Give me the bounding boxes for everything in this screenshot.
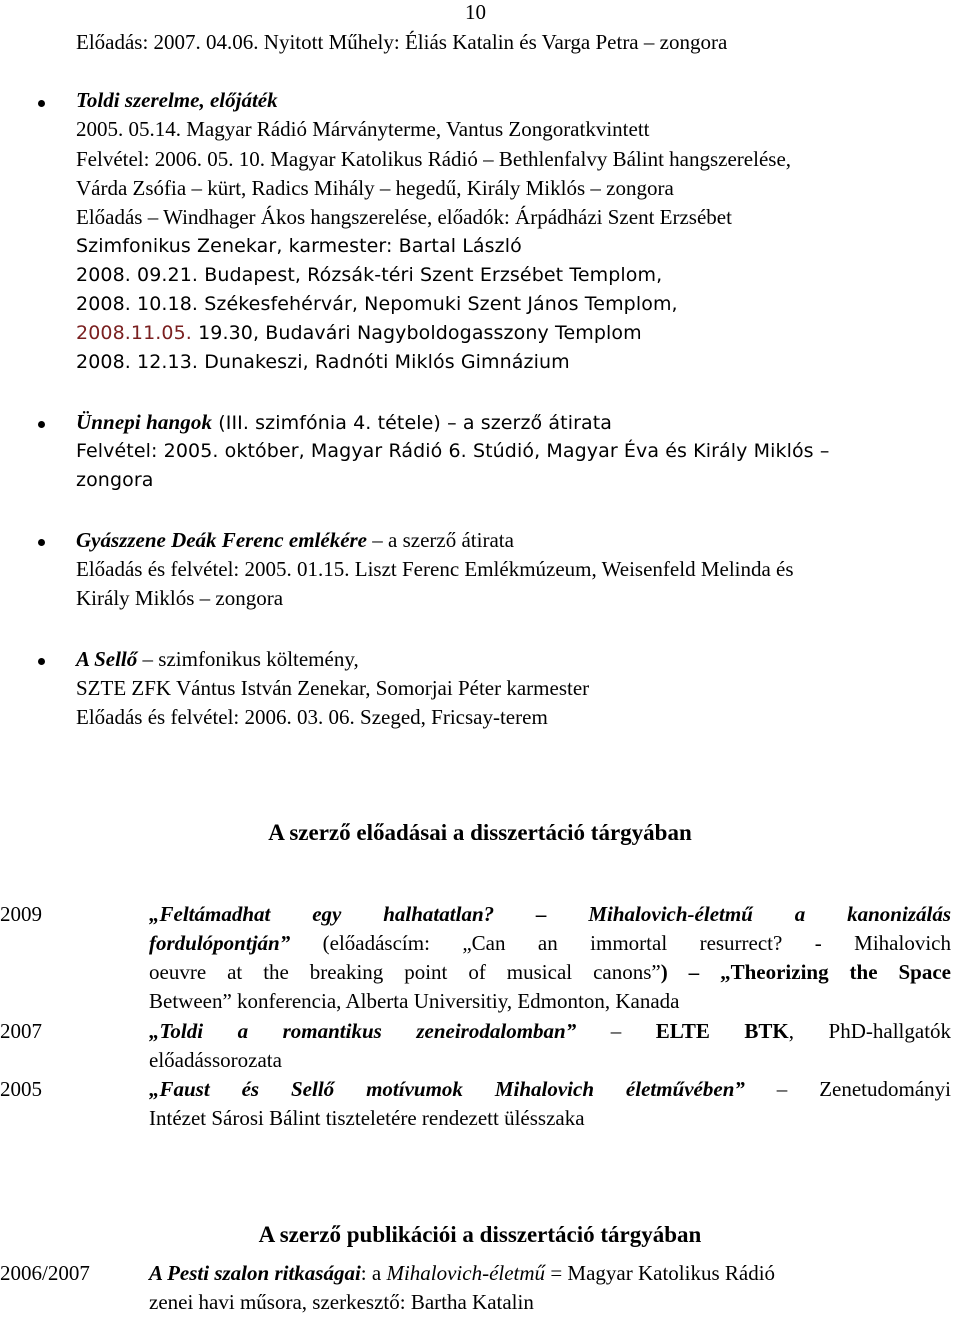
section-heading-publications: A szerző publikációi a disszertáció tárgyában [258, 1222, 702, 1247]
entry-2007-line-2: előadássorozata [149, 1048, 282, 1072]
toldi-line-3: Várda Zsófia – kürt, Radics Mihály – hegedű, Király Miklós – zongora [76, 176, 674, 200]
entry-year: 2005 [0, 1077, 42, 1101]
entry-2005-line-2: Intézet Sárosi Bálint tiszteletére rendezett ülésszaka [149, 1106, 585, 1130]
bullet-icon [38, 100, 45, 107]
unnepi-line-2: zongora [76, 469, 154, 491]
bullet-icon [38, 658, 45, 665]
toldi-line-4: Előadás – Windhager Ákos hangszerelése, előadók: Árpádházi Szent Erzsébet [76, 205, 732, 229]
entry-2007-line-1: „Toldi a romantikus zeneirodalomban” – ELTE BTK, PhD-hallgatók [149, 1019, 952, 1043]
section-heading-lectures: A szerző előadásai a disszertáció tárgyában [268, 820, 692, 845]
unnepi-line-1: Felvétel: 2005. október, Magyar Rádió 6. Stúdió, Magyar Éva és Király Miklós – [76, 440, 830, 462]
page-number: 10 [465, 0, 486, 24]
toldi-line-1: 2005. 05.14. Magyar Rádió Márványterme, Vantus Zongoratkvintett [76, 117, 650, 141]
entry-2005-line-1: „Faust és Sellő motívumok Mihalovich életművében” – Zenetudományi [149, 1077, 952, 1101]
sello-line-1: SZTE ZFK Vántus István Zenekar, Somorjai Péter karmester [76, 676, 590, 700]
toldi-line-2: Felvétel: 2006. 05. 10. Magyar Katolikus Rádió – Bethlenfalvy Bálint hangszerelése, [76, 147, 792, 171]
entry-2009-line-4: Between” konferencia, Alberta Universitiy, Edmonton, Kanada [149, 989, 680, 1013]
unnepi-title-line: Ünnepi hangok (III. szimfónia 4. tétele) – a szerző átirata [76, 410, 613, 434]
entry-year: 2007 [0, 1019, 42, 1043]
sello-title-line: A Sellő – szimfonikus költemény, [76, 647, 359, 671]
gyasz-line-1: Előadás és felvétel: 2005. 01.15. Liszt Ferenc Emlékmúzeum, Weisenfeld Melinda és [76, 557, 794, 581]
toldi-title: Toldi szerelme, előjáték [76, 88, 278, 112]
entry-year: 2009 [0, 902, 42, 926]
bullet-icon [38, 421, 45, 428]
entry-year: 2006/2007 [0, 1261, 90, 1285]
bullet-icon [38, 539, 45, 546]
gyasz-line-2: Király Miklós – zongora [76, 586, 284, 610]
publication-line-1: A Pesti szalon ritkaságai: a Mihalovich-életmű = Magyar Katolikus Rádió [149, 1261, 776, 1285]
toldi-line-6: 2008. 09.21. Budapest, Rózsák-téri Szent Erzsébet Templom, [76, 264, 663, 286]
toldi-line-9: 2008. 12.13. Dunakeszi, Radnóti Miklós Gimnázium [76, 351, 570, 373]
publication-line-2: zenei havi műsora, szerkesztő: Bartha Katalin [149, 1290, 534, 1314]
toldi-line-5: Szimfonikus Zenekar, karmester: Bartal László [76, 235, 522, 257]
entry-2009-line-3: oeuvre at the breaking point of musical canons”) – „Theorizing the Space [149, 960, 951, 984]
sello-line-2: Előadás és felvétel: 2006. 03. 06. Szeged, Fricsay-terem [76, 705, 548, 729]
toldi-line-7: 2008. 10.18. Székesfehérvár, Nepomuki Szent János Templom, [76, 293, 678, 315]
toldi-line-8: 2008.11.05. 19.30, Budavári Nagyboldogasszony Templom [76, 322, 642, 344]
entry-2009-line-2: fordulópontján” (előadáscím: „Can an immortal resurrect? - Mihalovich [149, 931, 951, 955]
entry-2009-line-1: „Feltámadhat egy halhatatlan? – Mihalovich-életmű a kanonizálás [149, 902, 951, 926]
gyasz-title-line: Gyászzene Deák Ferenc emlékére – a szerző átirata [76, 528, 514, 552]
intro-line: Előadás: 2007. 04.06. Nyitott Műhely: Éliás Katalin és Varga Petra – zongora [76, 30, 728, 54]
